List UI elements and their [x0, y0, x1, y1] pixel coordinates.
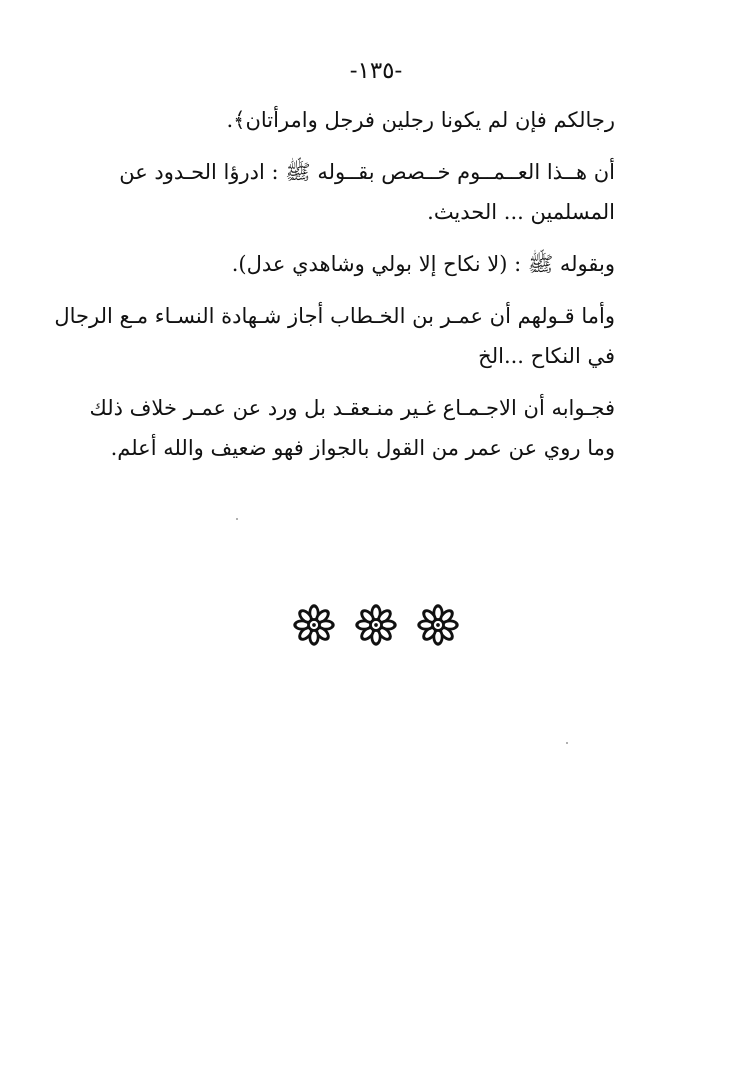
page-number: -١٣٥-: [349, 58, 403, 84]
section-end-ornaments: [0, 602, 752, 648]
text-line: أن هــذا العــمــوم خــصص بقــوله ﷺ : ادرؤا الحـدود عن: [119, 160, 615, 184]
text-line: وأما قـولهم أن عمـر بن الخـطاب أجاز شـهادة النسـاء مـع الرجال: [54, 304, 615, 328]
text-line: وبقوله ﷺ : (لا نكاح إلا بولي وشاهدي عدل).: [231, 252, 615, 276]
text-line: في النكاح ...الخ: [478, 344, 615, 368]
scan-speck: [566, 742, 568, 744]
text-line: فجـوابه أن الاجـمـاع غـير منـعقـد بل ورد عن عمـر خلاف ذلك: [89, 396, 615, 420]
paragraph-2: [105, 152, 615, 232]
paragraph-4: [54, 296, 615, 376]
paragraph-5: [89, 388, 615, 468]
body-text: [54, 100, 615, 480]
flower-ornament-icon: [353, 602, 399, 648]
paragraph-1: [105, 100, 615, 140]
paragraph-3: [105, 244, 615, 284]
text-line: رجالكم فإن لم يكونا رجلين فرجل وامرأتان﴾.: [226, 108, 615, 132]
text-line: المسلمين ... الحديث.: [427, 200, 615, 224]
text-line: وما روي عن عمر من القول بالجواز فهو ضعيف والله أعلم.: [110, 436, 615, 460]
flower-ornament-icon: [415, 602, 461, 648]
flower-ornament-icon: [291, 602, 337, 648]
scan-speck: [236, 518, 238, 520]
